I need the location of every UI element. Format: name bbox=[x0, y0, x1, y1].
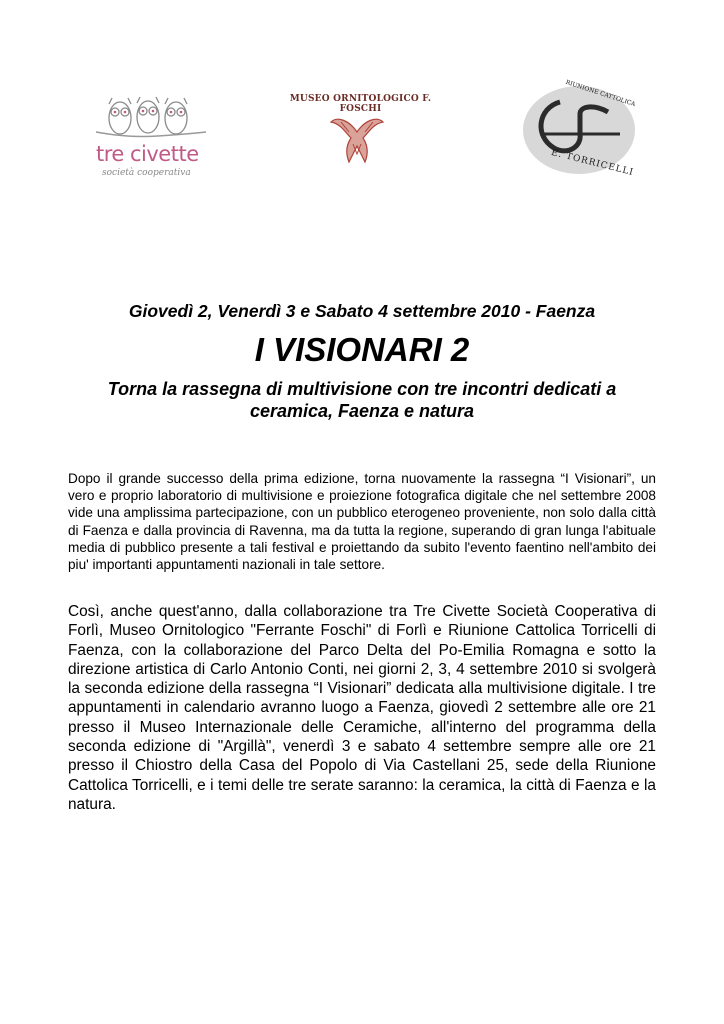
page-subtitle: Torna la rassegna di multivisione con tre incontri dedicati a ceramica, Faenza e natura bbox=[107, 379, 617, 421]
event-dateline: Giovedì 2, Venerdì 3 e Sabato 4 settembre 2010 - Faenza bbox=[128, 301, 596, 321]
riunione-top-text: RIUNIONE CATTOLICA bbox=[564, 78, 637, 109]
tre-civette-logo bbox=[88, 92, 213, 192]
page-title: I VISIONARI 2 bbox=[254, 331, 470, 368]
tre-civette-wordmark: tre civette bbox=[96, 142, 199, 166]
body-paragraph-intro: Dopo il grande successo della prima edizione, torna nuovamente la rassegna “I Visionari”, un vero e proprio laboratorio di multivisione e proiezione fotografica digitale che nel settembre 2008 vide una amplissima partecipazione, con un pubblico eterogeneo proveniente, non solo dalla città di Faenza e dalla provincia di Ravenna, ma da tutta la regione, superando di gran lunga l'abituale media di pubblico presente a tali festival e proiettando da subito l'evento faentino nell'ambito dei piu' importanti appuntamenti nazionali in tale settore. bbox=[68, 471, 656, 573]
riunione-cattolica-logo bbox=[520, 78, 638, 179]
riunione-bottom-text: E. TORRICELLI bbox=[550, 147, 635, 179]
tre-civette-tagline: società cooperativa bbox=[102, 168, 191, 178]
museo-wordmark: MUSEO ORNITOLOGICO F. FOSCHI bbox=[289, 94, 432, 114]
museo-ornitologico-logo bbox=[283, 92, 438, 172]
body-paragraph-details: Così, anche quest'anno, dalla collaborazione tra Tre Civette Società Cooperativa di Forlì, Museo Ornitologico "Ferrante Foschi" di Forlì e Riunione Cattolica Torricelli di Faenza, con la collaborazione del Parco Delta del Po-Emilia Romagna e sotto la direzione artistica di Carlo Antonio Conti, nei giorni 2, 3, 4 settembre 2010 si svolgerà la seconda edizione della rassegna “I Visionari” dedicata alla multivisione digitale. I tre appuntamenti in calendario avranno luogo a Faenza, giovedì 2 settembre alle ore 21 presso il Museo Internazionale delle Ceramiche, all'interno del programma della seconda edizione di "Argillà", venerdì 3 e sabato 4 settembre sempre alle ore 21 presso il Chiostro della Casa del Popolo di Via Castellani 25, sede della Riunione Cattolica Torricelli, e i temi delle tre serate saranno: la ceramica, la città di Faenza e la natura. bbox=[68, 603, 656, 813]
bird-icon bbox=[327, 110, 387, 168]
